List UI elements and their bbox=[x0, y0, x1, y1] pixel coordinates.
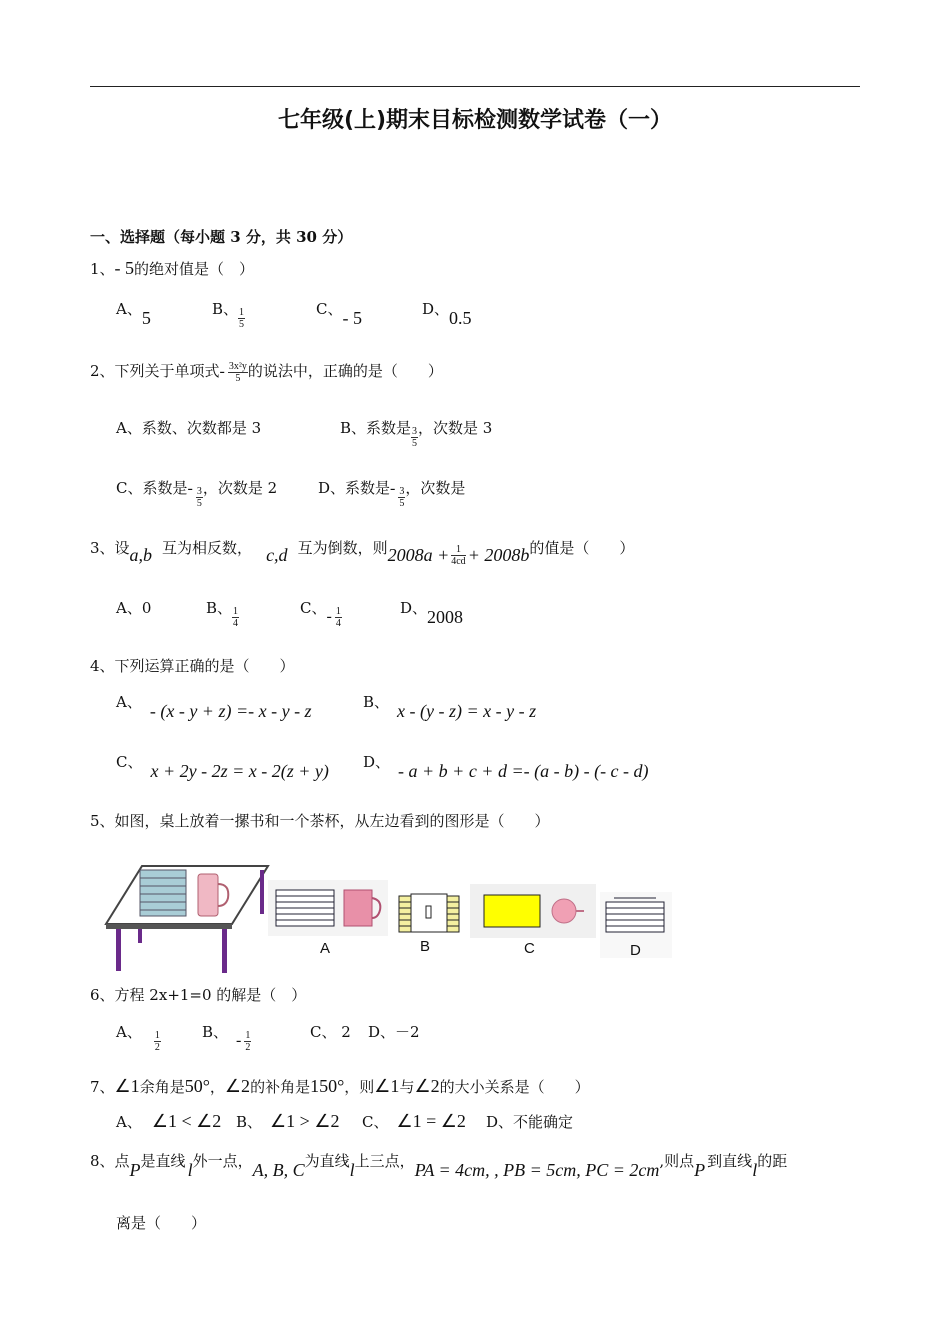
q2-option-d[interactable]: D、系数是- $\frac{3}{5}$ ，次数是 bbox=[318, 479, 466, 509]
q4-option-c[interactable]: C、 x + 2y - 2z = x - 2(z + y) bbox=[116, 753, 329, 781]
header-rule bbox=[90, 86, 860, 87]
option-c-figure bbox=[470, 884, 596, 938]
q6-option-c[interactable]: C、 2 bbox=[310, 1023, 351, 1041]
q4-option-d[interactable]: D、 - a + b + c + d =- (a - b) - (- c - d) bbox=[363, 753, 649, 781]
q2-option-c[interactable]: C、系数是- $\frac{3}{5}$ ，次数是 2 bbox=[116, 479, 278, 509]
q1-stem: 的绝对值是（ ） bbox=[134, 260, 255, 278]
option-b-figure bbox=[397, 892, 461, 936]
question-2: 2、下列关于单项式- $\frac{\text{3x²y}}{5}$ 的说法中，正确的是（ ） bbox=[90, 360, 443, 384]
q7-option-c[interactable]: C、 ∠1 = ∠2 bbox=[362, 1111, 466, 1131]
book-stack bbox=[140, 870, 186, 916]
section-heading: 一、选择题（每小题 3 分，共 30 分） bbox=[90, 228, 353, 246]
question-3: 3、设a,b 互为相反数， c,d 互为倒数，则2008a + $\frac{1}{4cd}$ + 2008b的值是（ ） bbox=[90, 539, 635, 567]
q8-line-2: 离是（ ） bbox=[116, 1214, 207, 1232]
q1-option-b[interactable]: B、 $\frac{1}{5}$ bbox=[212, 300, 245, 330]
table-figure bbox=[100, 862, 272, 976]
q2-option-b[interactable]: B、系数是 $\frac{3}{5}$ ，次数是 3 bbox=[340, 419, 493, 449]
q7-option-b[interactable]: B、 ∠1 > ∠2 bbox=[236, 1111, 340, 1131]
q3-option-c[interactable]: C、- $\frac{1}{4}$ bbox=[300, 599, 341, 629]
question-4: 4、下列运算正确的是（ ） bbox=[90, 657, 295, 675]
q3-option-d[interactable]: D、2008 bbox=[400, 599, 464, 627]
option-a-figure bbox=[268, 880, 388, 936]
q4-option-b[interactable]: B、 x - (y - z) = x - y - z bbox=[363, 693, 537, 721]
q1-number: 1、 bbox=[90, 260, 115, 278]
option-a-label[interactable]: A bbox=[320, 940, 331, 957]
q7-option-a[interactable]: A、 ∠1 < ∠2 bbox=[116, 1111, 222, 1131]
q1-option-a[interactable]: A、5 bbox=[116, 300, 151, 328]
question-6: 6、方程 2x+1=0 的解是（ ） bbox=[90, 986, 307, 1004]
q7-option-d[interactable]: D、不能确定 bbox=[486, 1113, 574, 1131]
option-d-label[interactable]: D bbox=[630, 942, 641, 959]
q1-expr: - 5 bbox=[114, 258, 135, 278]
question-1 bbox=[90, 258, 254, 279]
q6-option-b[interactable]: B、 - $\frac{1}{2}$ bbox=[202, 1023, 251, 1053]
q1-option-d[interactable]: D、0.5 bbox=[422, 300, 472, 328]
page-title: 七年级(上)期末目标检测数学试卷（一） bbox=[277, 108, 673, 133]
q6-option-a[interactable]: A、 $\frac{1}{2}$ bbox=[116, 1023, 160, 1053]
question-5: 5、如图，桌上放着一摞书和一个茶杯，从左边看到的图形是（ ） bbox=[90, 812, 550, 830]
question-7: 7、∠1余角是50°，∠2的补角是150°，则∠1与∠2的大小关系是（ ） bbox=[90, 1076, 590, 1096]
q6-option-d[interactable]: D、－2 bbox=[368, 1023, 420, 1041]
q3-option-b[interactable]: B、 $\frac{1}{4}$ bbox=[206, 599, 239, 629]
option-b-label[interactable]: B bbox=[420, 938, 431, 955]
q4-option-a[interactable]: A、 - (x - y + z) =- x - y - z bbox=[116, 693, 312, 721]
question-8: 8、点P是直线 l外一点，A, B, C为直线l上三点，PA = 4cm, , PB = 5cm, PC = 2cm,则点P 到直线l的距 bbox=[90, 1152, 788, 1180]
q3-option-a[interactable]: A、0 bbox=[116, 599, 152, 617]
option-c-label[interactable]: C bbox=[524, 940, 535, 957]
q1-option-c[interactable]: C、- 5 bbox=[316, 300, 362, 328]
q2-option-a[interactable]: A、系数、次数都是 3 bbox=[116, 419, 262, 437]
